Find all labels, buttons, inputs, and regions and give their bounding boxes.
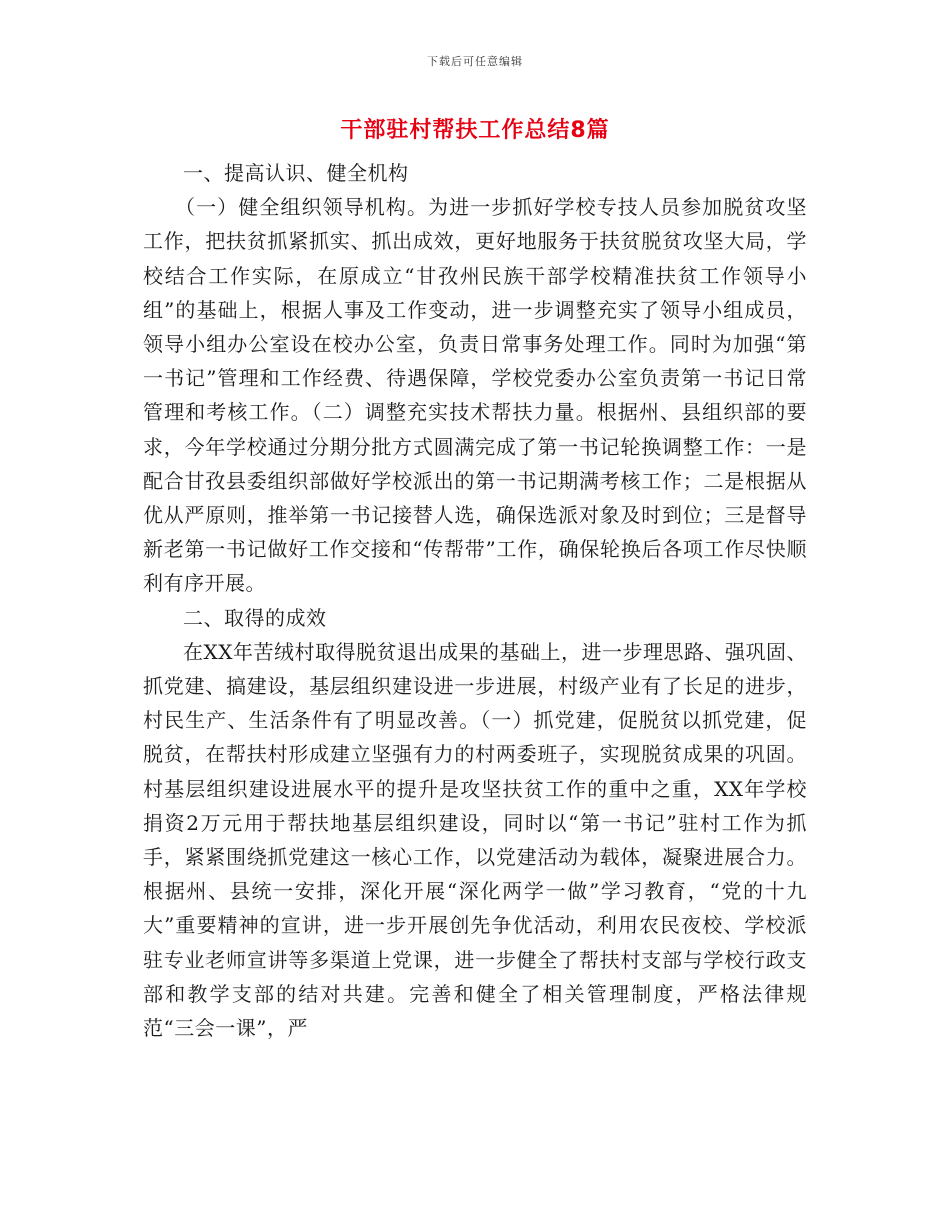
section-heading-1: 一、提高认识、健全机构 <box>183 161 409 185</box>
paragraph-org-structure: （一）健全组织领导机构。为进一步抓好学校专技人员参加脱贫攻坚工作，把扶贫抓紧抓实、抓出成效，更好地服务于扶贫脱贫攻坚大局，学校结合工作实际，在原成立“甘孜州民族干部学校精准扶贫工作领导小组”的基础上，根据人事及工作变动，进一步调整充实了领导小组成员，领导小组办公室设在校办公室，负责日常事务处理工作。同时为加强“第一书记”管理和工作经费、待遇保障，学校党委办公室负责第一书记日常管理和考核工作。（二）调整充实技术帮扶力量。根据州、县组织部的要求，今年学校通过分期分批方式圆满完成了第一书记轮换调整工作：一是配合甘孜县委组织部做好学校派出的第一书记期满考核工作；二是根据从优从严原则，推举第一书记接替人选，确保选派对象及时到位；三是督导新老第一书记做好工作交接和“传帮带”工作，确保轮换后各项工作尽快顺利有序开展。 <box>143 195 807 596</box>
page-header-note: 下载后可任意编辑 <box>427 55 523 68</box>
paragraph-achievements: 在XX年苦绒村取得脱贫退出成果的基础上，进一步理思路、强巩固、抓党建、搞建设，基层组织建设进一步进展，村级产业有了长足的进步，村民生产、生活条件有了明显改善。（一）抓党建，促脱贫以抓党建，促脱贫，在帮扶村形成建立坚强有力的村两委班子，实现脱贫成果的巩固。村基层组织建设进展水平的提升是攻坚扶贫工作的重中之重，XX年学校捐资2万元用于帮扶地基层组织建设，同时以“第一书记”驻村工作为抓手，紧紧围绕抓党建这一核心工作，以党建活动为载体，凝聚进展合力。根据州、县统一安排，深化开展“深化两学一做”学习教育，“党的十九大”重要精神的宣讲，进一步开展创先争优活动，利用农民夜校、学校派驻专业老师宣讲等多渠道上党课，进一步健全了帮扶村支部与学校行政支部和教学支部的结对共建。完善和健全了相关管理制度，严格法律规范“三会一课”，严 <box>143 639 807 1041</box>
document-body <box>143 156 807 1045</box>
section-heading-2: 二、取得的成效 <box>183 605 327 630</box>
document-title: 干部驻村帮扶工作总结8篇 <box>340 118 610 143</box>
